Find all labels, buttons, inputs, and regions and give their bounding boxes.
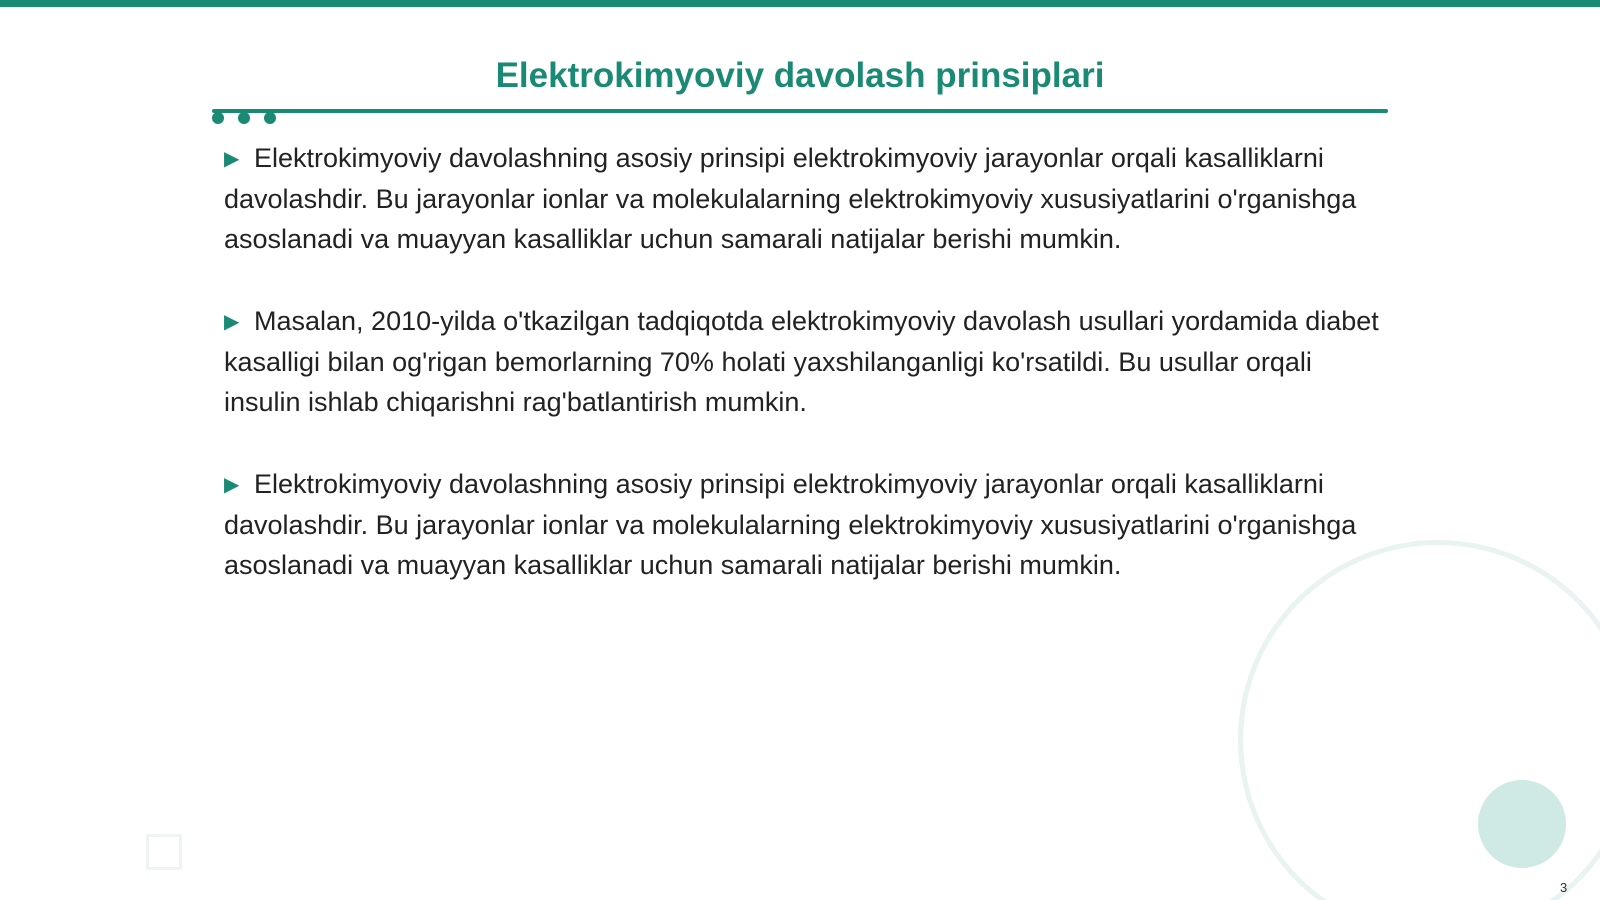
bullet-paragraph bbox=[224, 464, 1384, 585]
triangle-bullet-icon: ▶ bbox=[224, 311, 240, 333]
decorative-dot bbox=[212, 112, 224, 124]
bullet-paragraph bbox=[224, 138, 1384, 259]
decorative-square bbox=[146, 834, 182, 870]
triangle-bullet-icon: ▶ bbox=[224, 474, 240, 496]
decorative-dot bbox=[238, 112, 250, 124]
content-body bbox=[224, 138, 1384, 627]
bullet-paragraph bbox=[224, 301, 1384, 422]
decorative-circle bbox=[1478, 780, 1566, 868]
page-number: 3 bbox=[1560, 880, 1568, 895]
slide-title: Elektrokimyoviy davolash prinsiplari bbox=[495, 56, 1105, 95]
paragraph-text: Elektrokimyoviy davolashning asosiy prinsipi elektrokimyoviy jarayonlar orqali kasalliklarni davolashdir. Bu jarayonlar ionlar va molekulalarning elektrokimyoviy xususiyatlarini o'rganishga asoslanadi va muayyan kasalliklar uchun samarali natijalar berishi mumkin. bbox=[224, 143, 1357, 254]
triangle-bullet-icon: ▶ bbox=[224, 148, 240, 170]
title-underline bbox=[212, 109, 1388, 113]
paragraph-text: Elektrokimyoviy davolashning asosiy prinsipi elektrokimyoviy jarayonlar orqali kasalliklarni davolashdir. Bu jarayonlar ionlar va molekulalarning elektrokimyoviy xususiyatlarini o'rganishga asoslanadi va muayyan kasalliklar uchun samarali natijalar berishi mumkin. bbox=[224, 469, 1357, 580]
top-accent-bar bbox=[0, 0, 1600, 7]
paragraph-text: Masalan, 2010-yilda o'tkazilgan tadqiqotda elektrokimyoviy davolash usullari yordamida diabet kasalligi bilan og'rigan bemorlarning 70% holati yaxshilanganligi ko'rsatildi. Bu usullar orqali insulin ishlab chiqarishni rag'batlantirish mumkin. bbox=[224, 306, 1379, 417]
decorative-dot bbox=[264, 112, 276, 124]
